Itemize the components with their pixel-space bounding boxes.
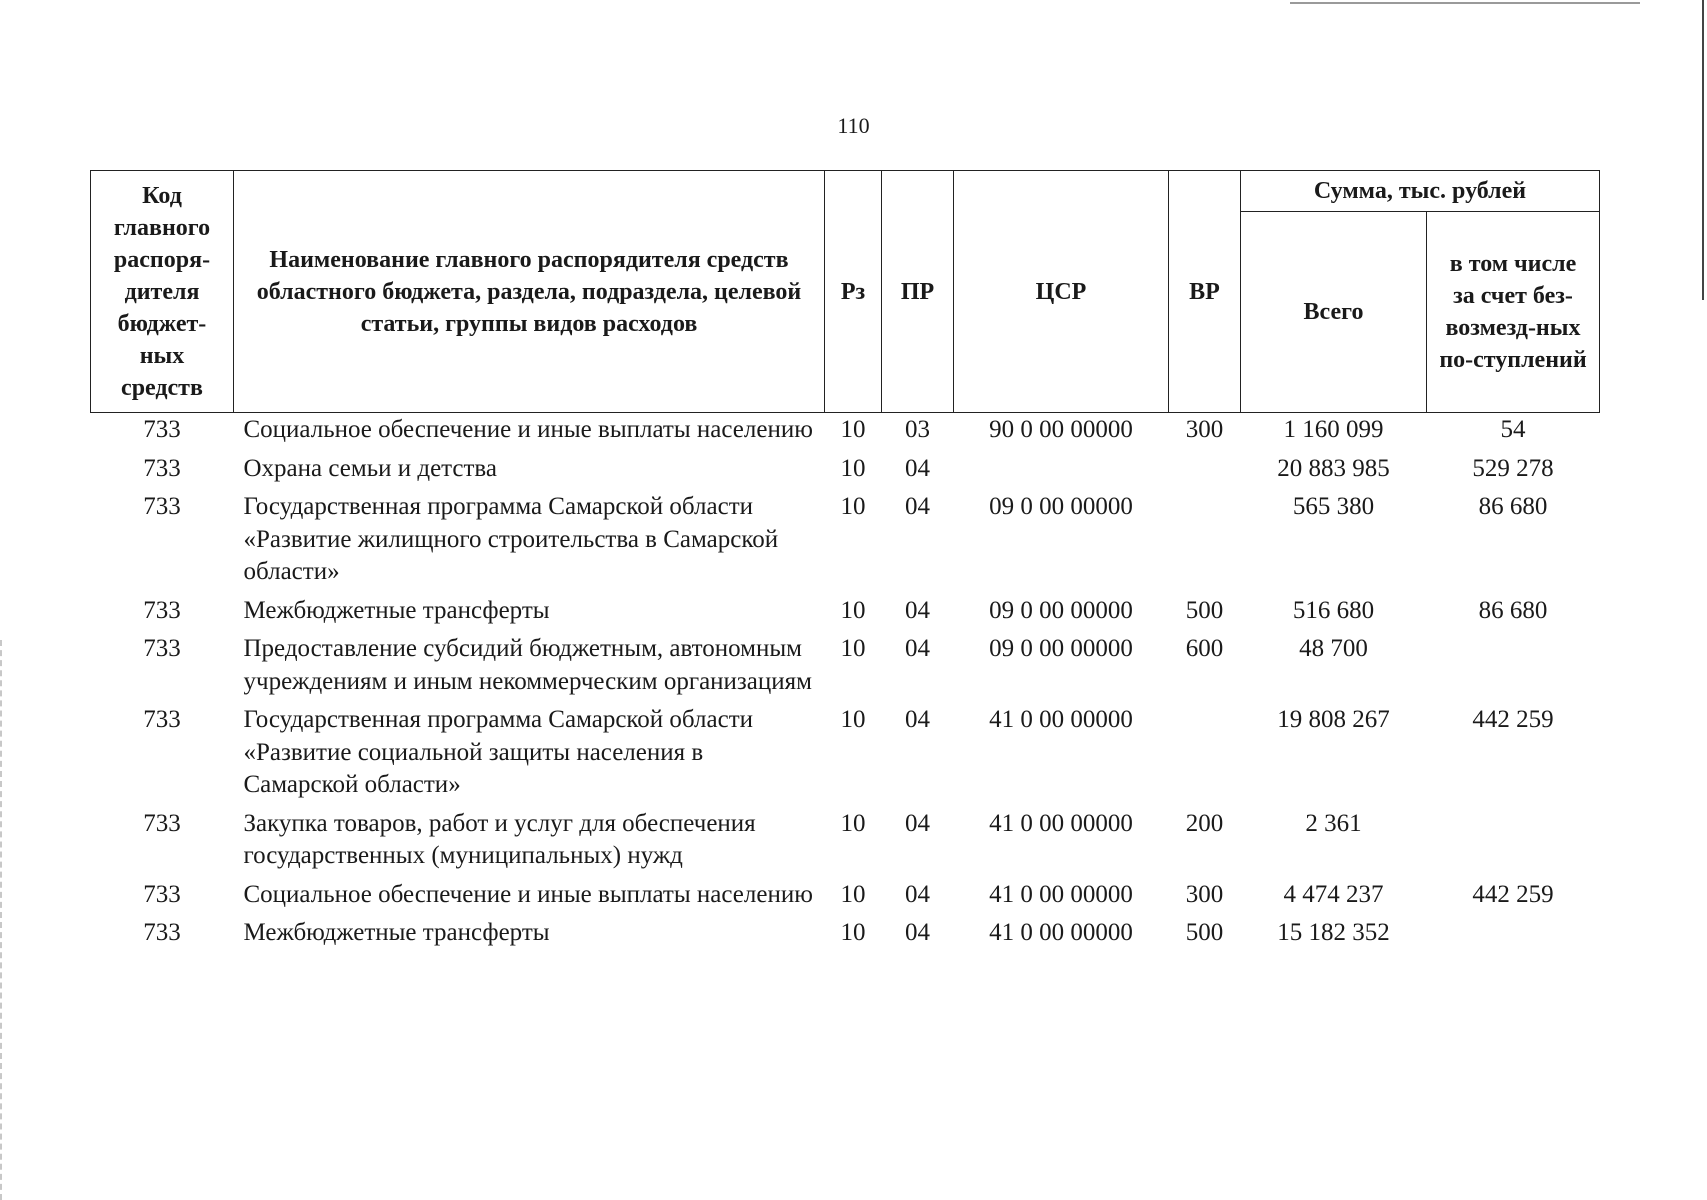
cell-rz: 10 xyxy=(840,596,866,624)
table-row xyxy=(91,916,1600,955)
table-row xyxy=(91,490,1600,594)
cell-rz: 10 xyxy=(840,706,866,733)
cell-csr: 09 0 00 00000 xyxy=(989,493,1133,520)
cell-csr: 09 0 00 00000 xyxy=(989,596,1133,624)
cell-csr: 09 0 00 00000 xyxy=(989,635,1133,662)
cell-total: 1 160 099 xyxy=(1283,416,1384,443)
table-row xyxy=(91,878,1600,917)
cell-free: 86 680 xyxy=(1478,596,1548,624)
cell-name: Закупка товаров, работ и услуг для обеспечения государственных (муниципальных) нужд xyxy=(243,809,756,869)
header-vr: ВР xyxy=(1169,171,1241,413)
cell-rz: 10 xyxy=(840,416,866,443)
cell-pr: 04 xyxy=(905,919,930,946)
table-body xyxy=(91,413,1600,955)
table-row xyxy=(91,703,1600,807)
cell-free xyxy=(1427,632,1600,703)
cell-name: Государственная программа Самарской области «Развитие жилищного строительства в Самарской области» xyxy=(243,493,779,585)
scan-left-edge xyxy=(0,640,2,1200)
cell-name: Государственная программа Самарской области «Развитие социальной защиты населения в Самарской области» xyxy=(243,706,753,798)
cell-total: 2 361 xyxy=(1305,809,1362,837)
cell-vr xyxy=(1169,452,1241,491)
cell-pr: 04 xyxy=(905,493,930,520)
cell-code: 733 xyxy=(143,596,181,624)
cell-total: 565 380 xyxy=(1292,493,1375,520)
header-sum-group: Сумма, тыс. рублей xyxy=(1241,171,1600,212)
header-pr: ПР xyxy=(882,171,954,413)
header-rz: Рз xyxy=(825,171,882,413)
cell-csr: 41 0 00 00000 xyxy=(989,706,1133,733)
cell-vr: 300 xyxy=(1185,880,1224,908)
cell-vr: 500 xyxy=(1185,596,1224,624)
cell-code: 733 xyxy=(143,809,181,837)
cell-csr: 41 0 00 00000 xyxy=(989,809,1133,837)
cell-free xyxy=(1427,916,1600,955)
cell-pr: 04 xyxy=(905,596,930,624)
cell-code: 733 xyxy=(143,919,181,946)
cell-vr xyxy=(1169,490,1241,594)
cell-pr: 04 xyxy=(905,635,930,662)
cell-code: 733 xyxy=(143,880,181,908)
table-row xyxy=(91,594,1600,633)
cell-code: 733 xyxy=(143,416,181,443)
budget-table xyxy=(90,170,1600,955)
cell-total: 20 883 985 xyxy=(1277,454,1390,482)
cell-free: 86 680 xyxy=(1478,493,1548,520)
cell-total: 516 680 xyxy=(1292,596,1375,624)
cell-vr: 500 xyxy=(1185,919,1224,946)
cell-rz: 10 xyxy=(840,635,866,662)
cell-name: Охрана семьи и детства xyxy=(243,454,497,482)
cell-rz: 10 xyxy=(840,880,866,908)
cell-csr: 41 0 00 00000 xyxy=(989,919,1133,946)
cell-vr: 200 xyxy=(1185,809,1224,837)
cell-name: Социальное обеспечение и иные выплаты населению xyxy=(243,880,813,908)
cell-pr: 04 xyxy=(905,880,930,908)
cell-csr xyxy=(954,452,1169,491)
cell-csr: 90 0 00 00000 xyxy=(989,416,1133,443)
table-row xyxy=(91,452,1600,491)
table-header xyxy=(91,171,1600,413)
page-number: 110 xyxy=(837,113,870,138)
header-code: Код главного распоря-дителя бюджет-ных средств xyxy=(91,171,234,413)
table-row xyxy=(91,807,1600,878)
header-csr: ЦСР xyxy=(954,171,1169,413)
scan-top-line xyxy=(1290,2,1640,4)
cell-free: 529 278 xyxy=(1472,454,1554,482)
cell-code: 733 xyxy=(143,493,181,520)
cell-rz: 10 xyxy=(840,454,866,482)
cell-free: 442 259 xyxy=(1472,706,1554,733)
cell-name: Межбюджетные трансферты xyxy=(243,919,550,946)
cell-rz: 10 xyxy=(840,919,866,946)
cell-total: 15 182 352 xyxy=(1277,919,1390,946)
header-free: в том числе за счет без-возмезд-ных по-ступлений xyxy=(1427,212,1600,413)
cell-vr xyxy=(1169,703,1241,807)
cell-vr: 600 xyxy=(1185,635,1224,662)
cell-pr: 03 xyxy=(905,416,930,443)
scan-right-edge xyxy=(1702,0,1704,300)
header-name: Наименование главного распорядителя средств областного бюджета, раздела, подраздела, целевой статьи, группы видов расходов xyxy=(234,171,825,413)
table-row xyxy=(91,632,1600,703)
cell-free: 442 259 xyxy=(1472,880,1554,908)
cell-total: 4 474 237 xyxy=(1283,880,1384,908)
cell-name: Социальное обеспечение и иные выплаты населению xyxy=(243,416,813,443)
cell-code: 733 xyxy=(143,454,181,482)
table-row xyxy=(91,413,1600,452)
cell-vr: 300 xyxy=(1185,416,1224,443)
cell-total: 19 808 267 xyxy=(1277,706,1390,733)
cell-code: 733 xyxy=(143,635,181,662)
cell-total: 48 700 xyxy=(1299,635,1368,662)
cell-pr: 04 xyxy=(905,454,930,482)
header-total: Всего xyxy=(1241,212,1427,413)
cell-free xyxy=(1427,807,1600,878)
cell-name: Предоставление субсидий бюджетным, автономным учреждениям и иным некоммерческим организациям xyxy=(243,635,812,695)
cell-pr: 04 xyxy=(905,706,930,733)
cell-csr: 41 0 00 00000 xyxy=(989,880,1133,908)
cell-free: 54 xyxy=(1500,416,1526,443)
cell-rz: 10 xyxy=(840,493,866,520)
cell-pr: 04 xyxy=(905,809,930,837)
cell-rz: 10 xyxy=(840,809,866,837)
cell-name: Межбюджетные трансферты xyxy=(243,596,550,624)
cell-code: 733 xyxy=(143,706,181,733)
